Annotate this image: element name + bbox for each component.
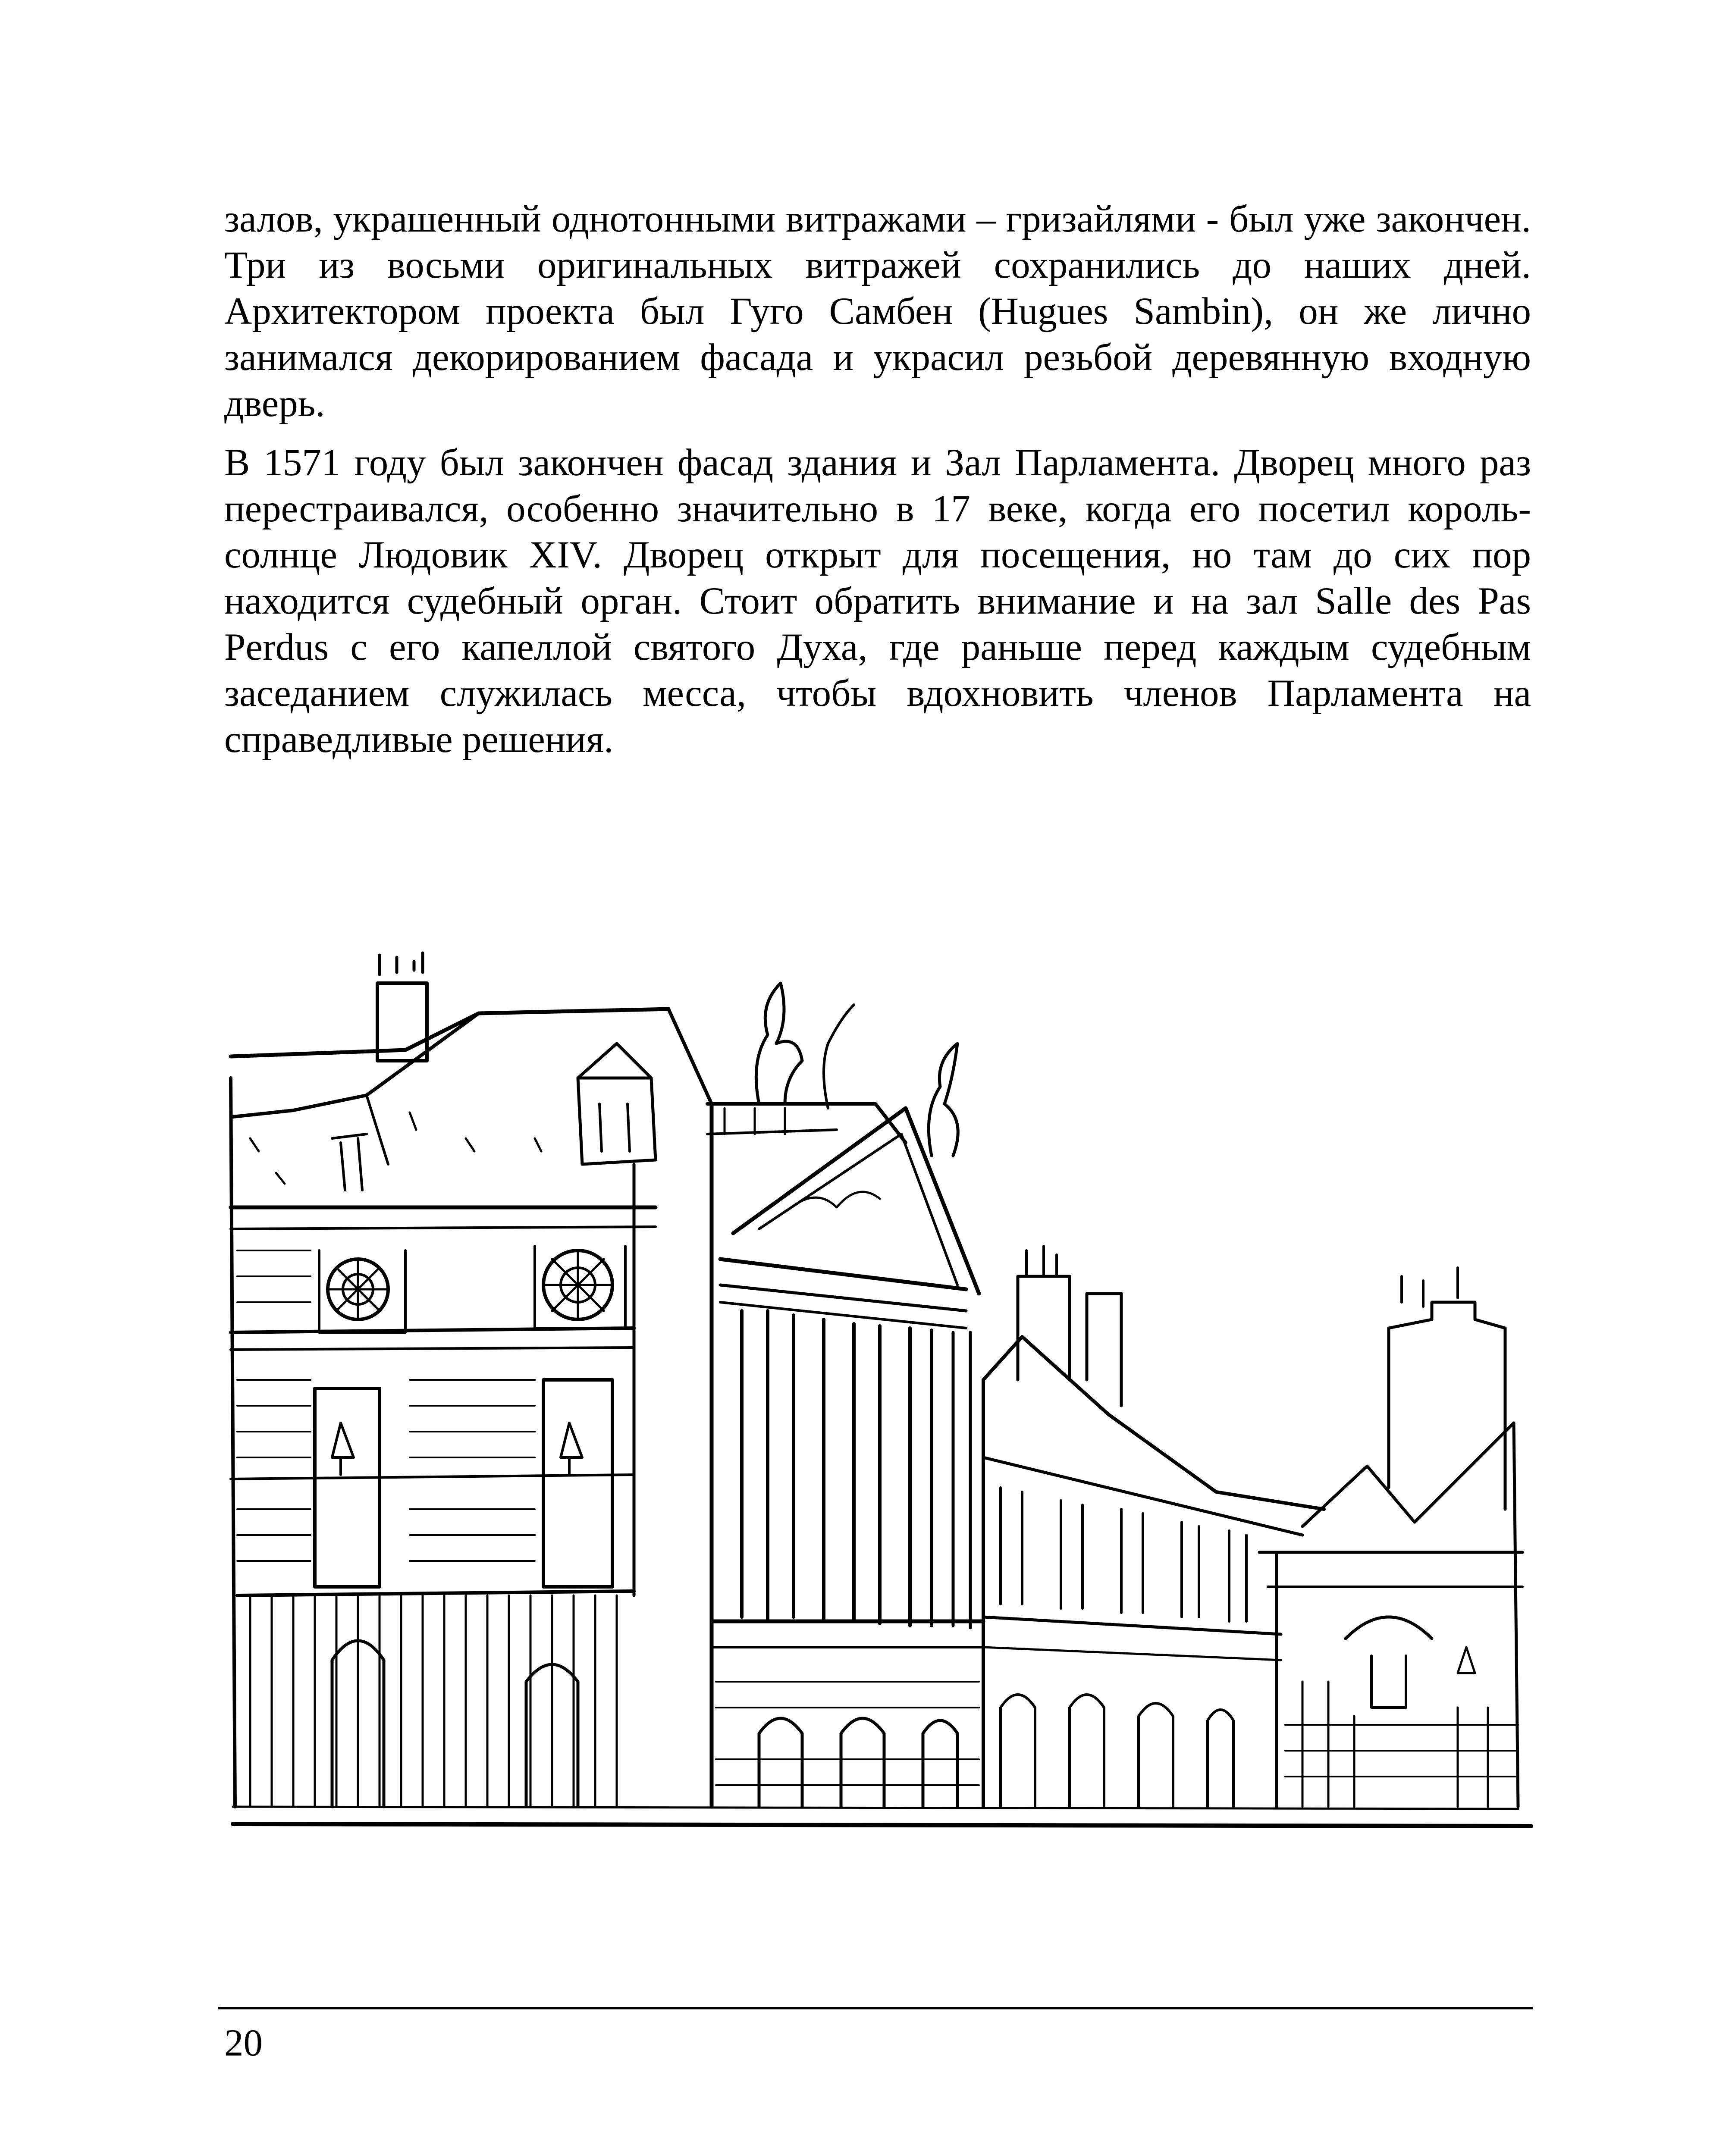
page-number: 20 bbox=[224, 2022, 263, 2064]
paragraph-2: В 1571 году был закончен фасад здания и Зал Парламента. Дворец много раз перестраивался, особенно значительно в 17 веке, когда его посетил король-солнце Людовик XIV. Дворец открыт для посещения, но там до сих пор находится судебный орган. Стоит обратить внимание и на зал Salle des Pas Perdus с его капеллой святого Духа, где раньше перед каждым судебным заседанием служилась месса, чтобы вдохновить членов Парламента на справедливые решения. bbox=[224, 442, 1531, 761]
paragraph-1: залов, украшенный однотонными витражами – гризайлями - был уже закончен. Три из восьми оригинальных витражей сохранились до наших дней. Архитектором проекта был Гуго Самбен (Hugues Sambin), он же лично занимался декорированием фасада и украсил резьбой деревянную входную дверь. bbox=[224, 198, 1531, 425]
footer-divider bbox=[218, 2007, 1533, 2009]
body-text bbox=[224, 196, 1531, 763]
building-sketch-icon bbox=[224, 949, 1540, 1837]
building-illustration bbox=[224, 949, 1540, 1837]
